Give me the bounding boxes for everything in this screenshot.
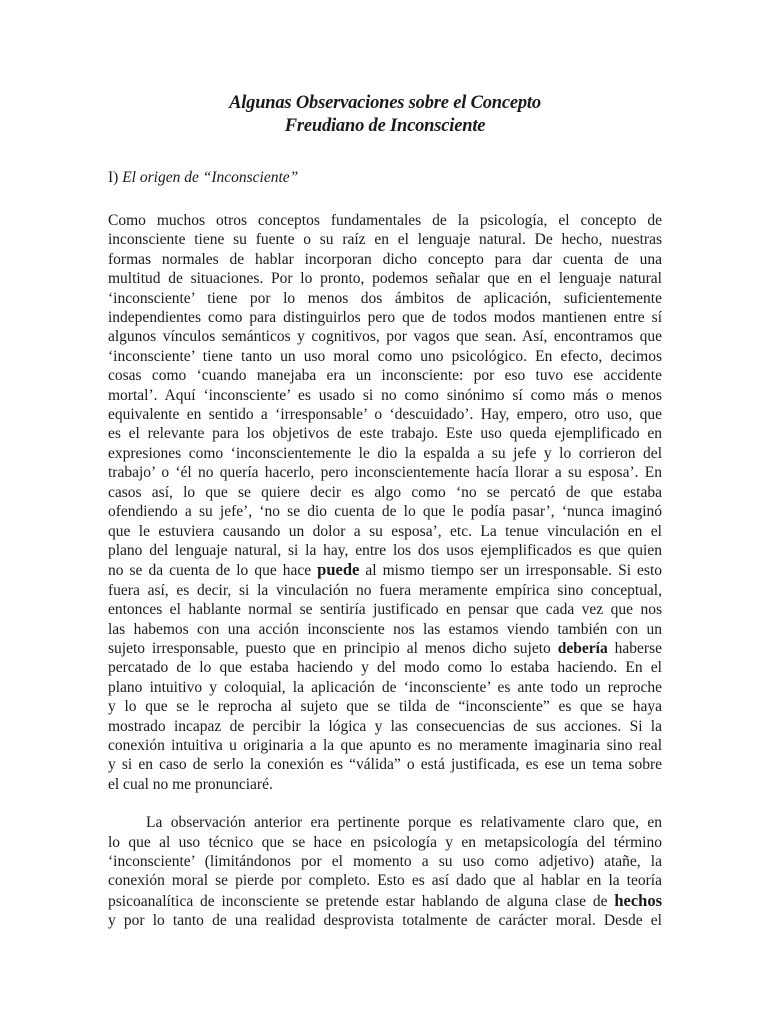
paragraph-1 [108,211,662,794]
text-segment: al mismo tiempo ser un irresponsable. Si esto [365,562,662,580]
text-line: es el relevante para los objetivos de este trabajo. Este uso queda ejemplificado en [108,425,662,443]
text-segment: haberse [614,639,663,657]
emphasis-deberia: debería [557,639,608,657]
text-line: lo que al uso técnico que se hace en psicología y en metapsicología del término [108,833,662,851]
text-line: las habemos con una acción inconsciente nos las estamos viendo también con un [108,620,662,638]
text-line: expresiones como ‘inconscientemente le dio la espalda a su jefe y lo corrieron del [108,444,662,462]
text-segment: psicoanalítica de inconsciente se pretende estar hablando de alguna clase de [108,892,608,910]
section-number: I) [108,169,119,186]
text-line: conexión moral se pierde por completo. Esto es así dado que al hablar en la teoría [108,872,662,890]
text-line: percatado de lo que estaba haciendo y del modo como lo estaba haciendo. En el [108,659,662,677]
text-segment: no se da cuenta de lo que hace [108,562,312,580]
emphasis-puede: puede [317,560,360,580]
text-line: ‘inconsciente’ tiene tanto un uso moral como uno psicológico. En efecto, decimos [108,347,662,365]
text-line: Como muchos otros conceptos fundamentales de la psicología, el concepto de [108,212,662,229]
paragraph-2 [108,813,662,930]
text-line: casos así, lo que se quiere decir es algo como ‘no se percató de que estaba [108,483,662,501]
emphasis-hechos: hechos [614,890,662,910]
document-title [108,92,662,138]
text-line: equivalente en sentido a ‘irresponsable’ o ‘descuidado’. Hay, empero, otro uso, que [108,406,662,424]
text-line: formas normales de hablar incorporan dicho concepto para dar cuenta de una [108,250,662,268]
text-line-with-emphasis [108,560,662,580]
text-segment: sujeto irresponsable, puesto que en principio al menos dicho sujeto [108,639,551,657]
text-line: y por lo tanto de una realidad desprovista totalmente de carácter moral. Desde el [108,912,662,930]
text-line: independientes como para distinguirlos pero que de todos modos mantienen entre sí [108,309,662,327]
text-line-with-emphasis [108,891,662,911]
text-line: mostrado incapaz de percibir la lógica y las consecuencias de sus acciones. Si la [108,717,662,735]
text-line: plano intuitivo y coloquial, la aplicación de ‘inconsciente’ es ante todo un reproche [108,678,662,696]
section-title: El origen de “Inconsciente” [122,169,299,186]
text-line: ‘inconsciente’ (limitándonos por el momento a su uso como adjetivo) atañe, la [108,853,662,870]
title-line-2: Freudiano de Inconsciente [284,116,486,136]
text-line: ‘inconsciente’ tiene por lo menos dos ámbitos de aplicación, suficientemente [108,289,662,307]
text-line: inconsciente tiene su fuente o su raíz en el lenguaje natural. De hecho, nuestras [108,231,662,249]
text-line: conexión intuitiva u originaria a la que apunto es no meramente imaginaria sino real [108,736,662,754]
text-line: el cual no me pronunciaré. [108,775,273,793]
section-heading [108,168,662,188]
document-page [108,0,662,931]
text-line: ofendiendo a su jefe’, ‘no se dio cuenta de lo que le podía pasar’, ‘nunca imaginó [108,503,662,521]
text-line: algunos vínculos semánticos y cognitivos, por vagos que sean. Así, encontramos que [108,328,662,346]
text-line: plano del lenguaje natural, si la hay, entre los dos usos ejemplificados es que quien [108,541,662,559]
text-line: entonces el hablante normal se sentiría justificado en pensar que cada vez que nos [108,601,662,619]
text-line: fuera así, es decir, si la vinculación no fuera meramente empírica sino conceptual, [108,581,662,599]
text-line: mortal’. Aquí ‘inconsciente’ es usado si no como sinónimo sí como más o menos [108,386,662,404]
text-line-with-emphasis [108,639,662,658]
text-line: La observación anterior era pertinente porque es relativamente claro que, en [146,814,662,832]
text-line: cosas como ‘cuando manejaba era un inconsciente: por eso tuvo ese accidente [108,367,662,385]
text-line: que le estuviera causando un dolor a su esposa’, etc. La tenue vinculación en el [108,522,662,540]
text-line: trabajo’ o ‘él no quería hacerlo, pero inconscientemente hacía llorar a su esposa’. En [108,464,662,482]
text-line: y si en caso de serlo la conexión es “válida” o está justificada, es ese un tema sobre [108,756,662,774]
title-line-1: Algunas Observaciones sobre el Concepto [229,93,541,113]
text-line: multitud de situaciones. Por lo pronto, podemos señalar que en el lenguaje natural [108,270,662,288]
text-line: y lo que se le reprocha al sujeto que se tilda de “inconsciente” es que se haya [108,698,662,716]
